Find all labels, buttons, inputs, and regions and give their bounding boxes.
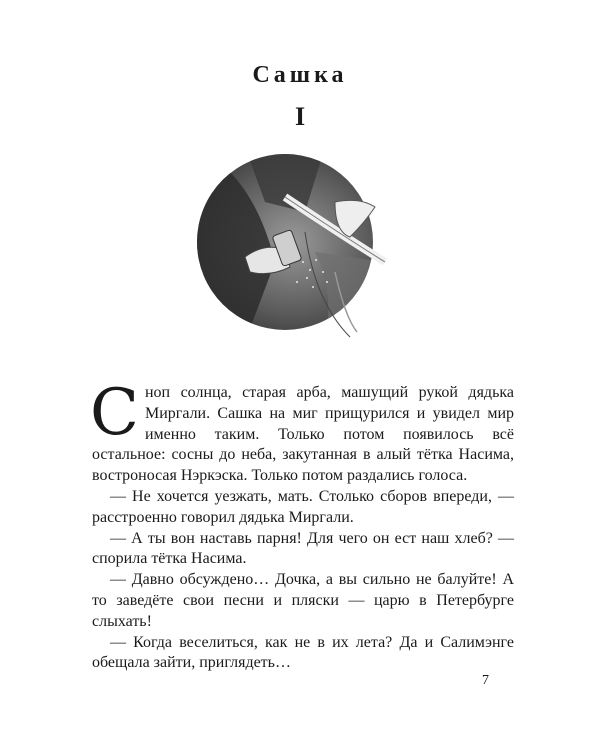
sketch-illustration-icon [185,142,400,342]
chapter-text [90,376,514,674]
paragraph: — А ты вон наставь парня! Для чего он ест наш хлеб? — спорила тётка Насима. [92,529,514,568]
paragraph: — Давно обсуждено… Дочка, а вы сильно не балуйте! А то заведёте свои песни и пляски — царю в Петербурге слыхать! [92,571,514,630]
chapter-illustration [185,142,400,342]
paragraph: — Не хочется уезжать, мать. Столько сборов впереди, — расстроенно говорил дядька Миргали. [92,487,514,526]
chapter-title: Сашка [252,62,348,88]
page-number: 7 [482,673,489,688]
chapter-number: I [294,102,306,131]
drop-cap: С [90,376,139,450]
paragraph-text: ноп солнца, старая арба, машущий рукой дядька Миргали. Сашка на миг прищурился и увидел мир именно таким. Только потом появилось всё остальное: сосны до неба, закутанная в алый тётка Насима, востроносая Нэркэска. Только потом раздались голоса. [92,384,514,485]
paragraph: — Когда веселиться, как не в их лета? Да и Салимэнге обещала зайти, приглядеть… [92,633,514,672]
paragraph [90,376,514,487]
